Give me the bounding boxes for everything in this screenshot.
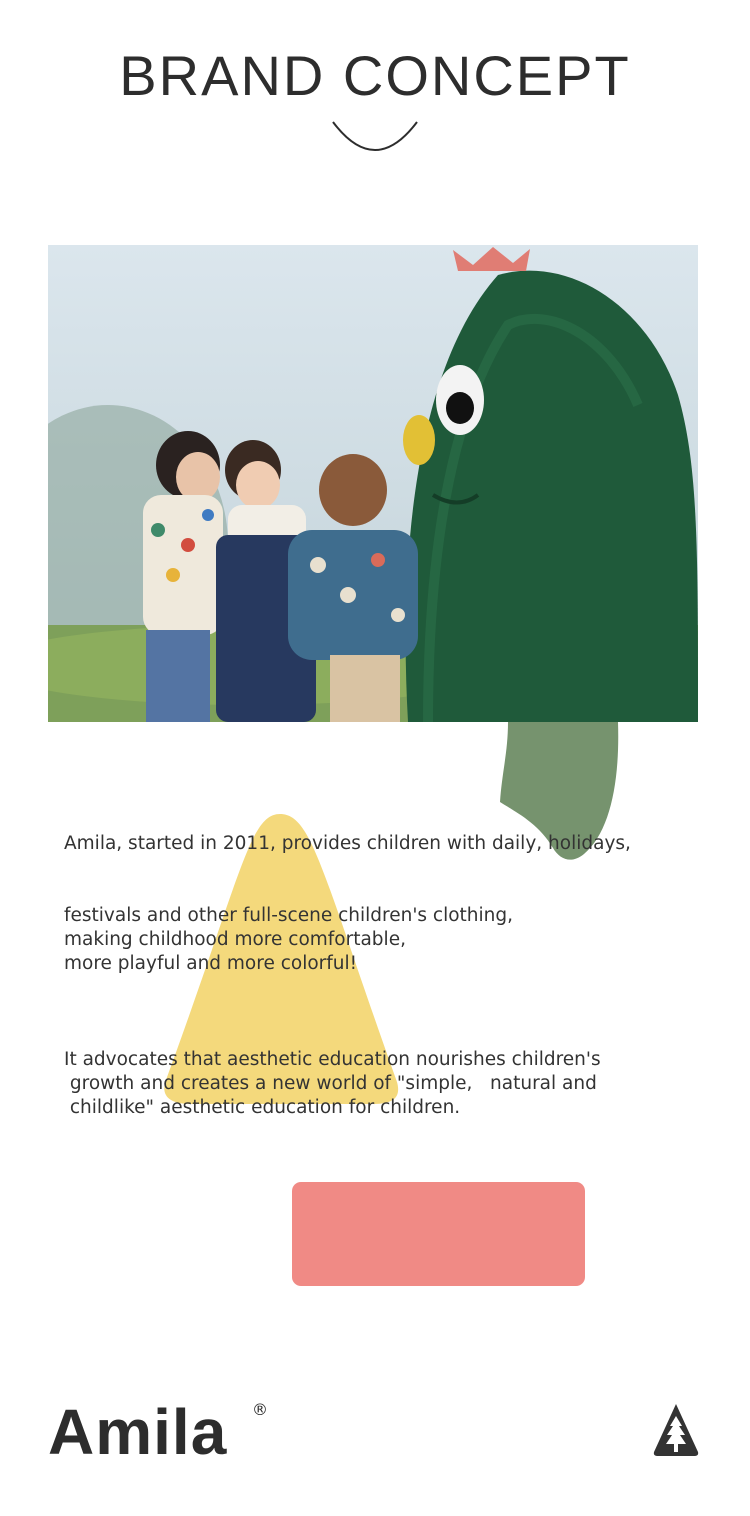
registered-mark: ® — [252, 1400, 268, 1419]
pink-block-shape — [292, 1182, 585, 1286]
about-paragraph-3-line: childlike" aesthetic education for children. — [64, 1097, 461, 1118]
about-paragraph-2-line: more playful and more colorful! — [64, 953, 358, 974]
about-paragraph-3 — [64, 1048, 601, 1120]
page-title: BRAND CONCEPT — [119, 44, 631, 107]
about-paragraph-3-line: It advocates that aesthetic education nourishes children's — [64, 1049, 601, 1070]
smile-decoration — [330, 118, 420, 158]
about-paragraph-2-line: making childhood more comfortable, — [64, 929, 406, 950]
brand-logo: Amila — [48, 1396, 228, 1468]
tree-icon — [652, 1402, 700, 1458]
about-paragraph-2 — [64, 904, 513, 976]
about-paragraph-2-line: festivals and other full-scene children's clothing, — [64, 905, 514, 926]
about-paragraph-3-line: growth and creates a new world of "simple, natural and — [64, 1073, 597, 1094]
about-paragraph-1: Amila, started in 2011, provides children with daily, holidays, — [64, 833, 631, 854]
hero-photo — [48, 245, 698, 722]
